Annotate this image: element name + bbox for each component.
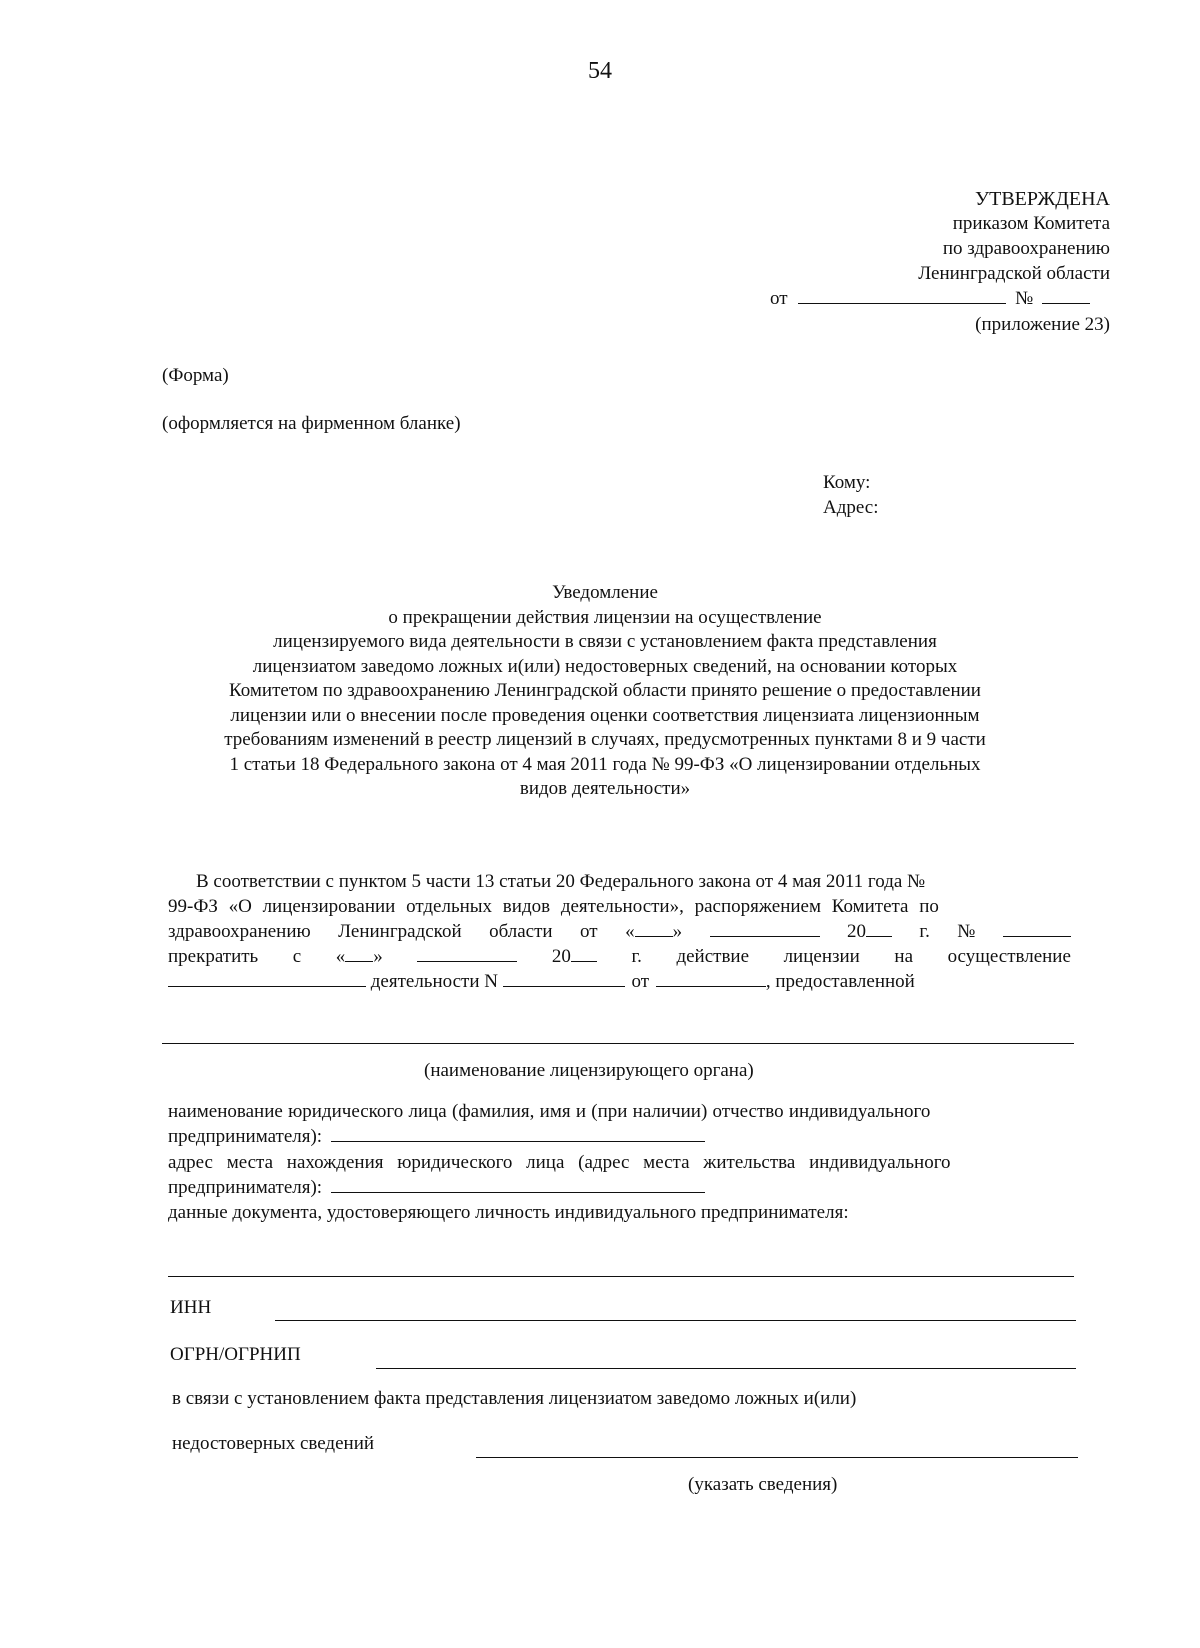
approval-number-sign: № (1015, 288, 1034, 309)
title-line: 1 статьи 18 Федерального закона от 4 мая 2011 года № 99-ФЗ «О лицензировании отдельных (229, 753, 981, 775)
reason-caption: (указать сведения) (688, 1474, 838, 1495)
stop-year-field: 20 (552, 945, 597, 970)
stop-day-field: « » (335, 946, 383, 967)
body-word: действие (676, 946, 750, 967)
title-line: лицензируемого вида деятельности в связи с установлением факта представления (273, 631, 937, 652)
title-line: Комитетом по здравоохранению Ленинградской области принято решение о предоставлении (229, 680, 981, 701)
body-word: области (489, 921, 553, 942)
order-year-field: 20 (847, 920, 892, 945)
body-word: здравоохранению (168, 921, 311, 942)
reason-line1: в связи с установлением факта представления лицензиатом заведомо ложных и(или) (172, 1388, 857, 1409)
body-line-4 (168, 945, 1071, 970)
license-number-blank (503, 972, 625, 987)
authority-line (162, 1043, 1074, 1044)
legal-name-blank (331, 1127, 705, 1142)
id-document-label: данные документа, удостоверяющего личность индивидуального предпринимателя: (168, 1202, 849, 1223)
body-word: № (957, 921, 976, 942)
blank-note: (оформляется на фирменном бланке) (162, 413, 461, 434)
stop-month-blank (417, 947, 517, 962)
reason-line (476, 1457, 1078, 1458)
page-number: 54 (588, 58, 612, 84)
title-line: лицензиатом заведомо ложных и(или) недостоверных сведений, на основании которых (252, 655, 958, 677)
body-word: г. (631, 946, 642, 967)
body-word: деятельности N (370, 971, 498, 992)
approval-date-line (770, 287, 1090, 312)
body-word: прекратить (168, 946, 259, 967)
recipient-address-label: Адрес: (823, 497, 879, 518)
activity-blank (168, 972, 366, 987)
approval-heading: УТВЕРЖДЕНА (974, 188, 1110, 210)
notice-title (150, 581, 1060, 802)
body-word: от (631, 971, 650, 992)
ogrn-line (376, 1368, 1076, 1369)
legal-name-line1: наименование юридического лица (фамилия, имя и (при наличии) отчество индивидуального (168, 1101, 931, 1122)
recipient-to-label: Кому: (823, 472, 871, 493)
body-word: г. (919, 921, 930, 942)
address-line2: предпринимателя): (168, 1176, 705, 1201)
approval-appendix: (приложение 23) (975, 314, 1110, 335)
title-line: требованиям изменений в реестр лицензий в случаях, предусмотренных пунктами 8 и 9 части (224, 729, 986, 750)
body-word: с (292, 946, 302, 967)
approval-line2: по здравоохранению (942, 238, 1110, 259)
approval-line3: Ленинградской области (918, 263, 1110, 284)
body-word: от (580, 921, 598, 942)
approval-number-blank (1042, 289, 1090, 304)
title-line: лицензии или о внесении после проведения оценки соответствия лицензиата лицензионным (230, 704, 980, 726)
legal-name-line2: предпринимателя): (168, 1125, 705, 1150)
inn-line (275, 1320, 1076, 1321)
approval-line1: приказом Комитета (952, 213, 1110, 234)
order-number-blank (1003, 922, 1071, 937)
title-line: о прекращении действия лицензии на осуществление (388, 606, 822, 628)
body-word: на (894, 946, 914, 967)
approval-date-blank (798, 289, 1006, 304)
body-line-1: В соответствии с пунктом 5 части 13 статьи 20 Федерального закона от 4 мая 2011 года № (196, 871, 926, 892)
inn-label: ИНН (170, 1297, 212, 1318)
body-line-3 (168, 920, 1071, 945)
address-line1: адрес места нахождения юридического лица (адрес места жительства индивидуального (168, 1152, 951, 1173)
order-month-blank (710, 922, 820, 937)
body-line-2-text: 99-ФЗ «О лицензировании отдельных видов деятельности», распоряжением Комитета по (168, 896, 939, 917)
title-line: видов деятельности» (519, 778, 691, 799)
body-word: осуществление (947, 946, 1071, 967)
license-date-blank (656, 972, 766, 987)
body-word: , предоставленной (765, 971, 915, 992)
form-label: (Форма) (162, 365, 229, 386)
body-line-5 (168, 970, 915, 995)
body-word: Ленинградской (338, 921, 462, 942)
ogrn-label: ОГРН/ОГРНИП (170, 1344, 301, 1365)
title-line: Уведомление (552, 582, 658, 603)
address-blank (331, 1178, 705, 1193)
reason-line2: недостоверных сведений (172, 1433, 375, 1454)
body-line-2 (168, 895, 1071, 920)
order-day-field: « » (625, 921, 683, 942)
approval-date-prefix: от (770, 288, 788, 309)
id-document-line (168, 1276, 1074, 1277)
body-word: лицензии (783, 946, 860, 967)
authority-caption: (наименование лицензирующего органа) (424, 1060, 754, 1081)
